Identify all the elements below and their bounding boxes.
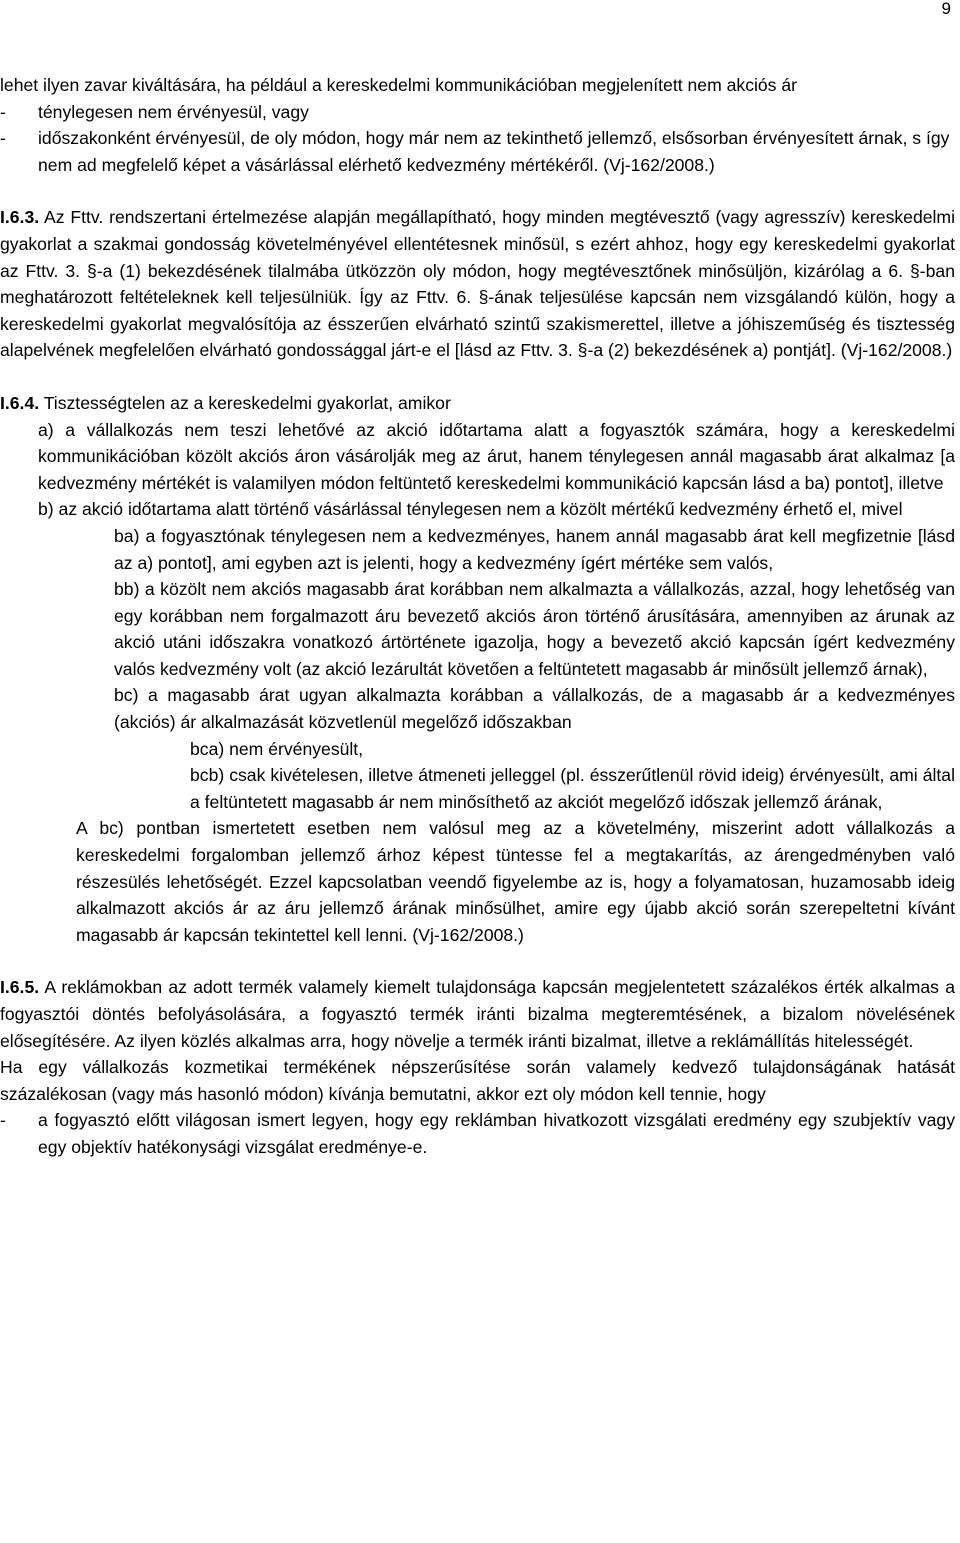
list-item-text: a fogyasztó előtt világosan ismert legyen, hogy egy reklámban hivatkozott vizsgálati eredmény egy szubjektív vagy egy objektív hatékonysági vizsgálat eredménye-e.: [38, 1110, 955, 1157]
section-number: I.6.3.: [0, 207, 40, 228]
list-dash: -: [0, 1110, 6, 1131]
section-164: [0, 390, 955, 417]
item-bcb: bcb) csak kivételesen, illetve átmeneti jelleggel (pl. ésszerűtlenül rövid ideig) érvényesült, ami által a feltüntetett magasabb ár nem minősíthető az akciót megelőző időszak jellemző árának,: [190, 765, 955, 812]
section-165-paragraph: Ha egy vállalkozás kozmetikai termékének népszerűsítése során valamely kedvező tulajdonságának hatását százalékosan (vagy más hasonló módon) kívánja bemutatni, akkor ezt oly módon kell tennie, hogy: [0, 1057, 955, 1104]
document-body: [0, 72, 955, 1161]
section-165: [0, 974, 955, 1054]
section-number: I.6.5.: [0, 977, 40, 998]
list-item: [0, 99, 955, 126]
section-lead: Tisztességtelen az a kereskedelmi gyakorlat, amikor: [43, 392, 451, 413]
item-bc: bc) a magasabb árat ugyan alkalmazta korábban a vállalkozás, de a magasabb ár a kedvezményes (akciós) ár alkalmazását közvetlenül megelőző időszakban: [114, 685, 955, 733]
section-text: A reklámokban az adott termék valamely kiemelt tulajdonsága kapcsán megjelentetett százalékos érték alkalmas a fogyasztói döntés befolyásolására, a fogyasztó termék iránti bizalma megteremtésének, a bizalom növelésének elősegítésére. Az ilyen közlés alkalmas arra, hogy növelje a termék iránti bizalmat, illetve a reklámállítás hitelességét.: [0, 977, 955, 1051]
item-bb: bb) a közölt nem akciós magasabb árat korábban nem alkalmazta a vállalkozás, azzal, hogy lehetőség van egy korábban nem forgalmazott áru bevezető akciós áron történő árusítására, amennyiben az árunak az akció utáni időszakra vonatkozó ártörténete igazolja, hogy a bevezető akció kapcsán ígért kedvezmény valós kedvezmény volt (az akció lezárultát követően a feltüntetett magasabb ár minősült jellemző árnak),: [114, 579, 955, 679]
list-dash: -: [0, 128, 6, 149]
section-163: [0, 204, 955, 364]
intro-paragraph: lehet ilyen zavar kiváltására, ha például a kereskedelmi kommunikációban megjelenített nem akciós ár: [0, 75, 798, 95]
section-164-closing: A bc) pontban ismertetett esetben nem valósul meg az a követelmény, miszerint adott vállalkozás a kereskedelmi forgalomban jellemző árhoz képest tüntesse fel a megtakarítás, az árengedményben való részesülés lehetőségét. Ezzel kapcsolatban veendő figyelembe az is, hogy a folyamatosan, huzamosabb ideig alkalmazott akciós ár az áru jellemző árának minősülhet, amire egy újabb akció során szerepeltetni kívánt magasabb ár kapcsán tekintettel kell lenni. (Vj-162/2008.): [76, 818, 955, 945]
list-item: [0, 1107, 955, 1160]
list-item-text: ténylegesen nem érvényesül, vagy: [38, 101, 309, 122]
list-item: [0, 125, 955, 178]
list-item-text: időszakonként érvényesül, de oly módon, hogy már nem az tekinthető jellemző, elsősorban érvényesített árnak, s így nem ad megfelelő képet a vásárlással elérhető kedvezmény mértékéről. (Vj-162/2008.): [38, 128, 950, 175]
item-a: a) a vállalkozás nem teszi lehetővé az akció időtartama alatt a fogyasztók számára, hogy a kereskedelmi kommunikációban közölt akciós áron vásárolják meg az árut, hanem ténylegesen annál magasabb árat alkalmaz [a kedvezmény mértékét is valamilyen módon feltüntető kereskedelmi kommunikáció kapcsán lásd a ba) pontot], illetve: [38, 419, 955, 493]
page-number: 9: [941, 0, 951, 18]
section-text: Az Fttv. rendszertani értelmezése alapján megállapítható, hogy minden megtévesztő (vagy agresszív) kereskedelmi gyakorlat a szakmai gondosság követelményével ellentétesnek minősül, s ezért ahhoz, hogy egy kereskedelmi gyakorlat az Fttv. 3. §-a (1) bekezdésének tilalmába ütközzön oly módon, hogy megtévesztőnek minősüljön, kizárólag a 6. §-ban meghatározott feltételeknek kell teljesülniük. Így az Fttv. 6. §-ának teljesülése kapcsán nem vizsgálandó külön, hogy a kereskedelmi gyakorlat megvalósítója az ésszerűen elvárható szintű szakismerettel, illetve a jóhiszeműség és tisztesség alapelvének megfelelően elvárható gondossággal járt-e el [lásd az Fttv. 3. §-a (2) bekezdésének a) pontját]. (Vj-162/2008.): [0, 207, 955, 361]
item-ba: ba) a fogyasztónak ténylegesen nem a kedvezményes, hanem annál magasabb árat kell megfizetnie [lásd az a) pontot], ami egyben azt is jelenti, hogy a kedvezmény ígért mértéke sem valós,: [114, 525, 955, 573]
list-dash: -: [0, 101, 6, 122]
section-number: I.6.4.: [0, 392, 40, 413]
item-b: b) az akció időtartama alatt történő vásárlással ténylegesen nem a közölt mértékű kedvezmény érhető el, mivel: [38, 499, 903, 520]
item-bca: bca) nem érvényesült,: [190, 738, 364, 759]
